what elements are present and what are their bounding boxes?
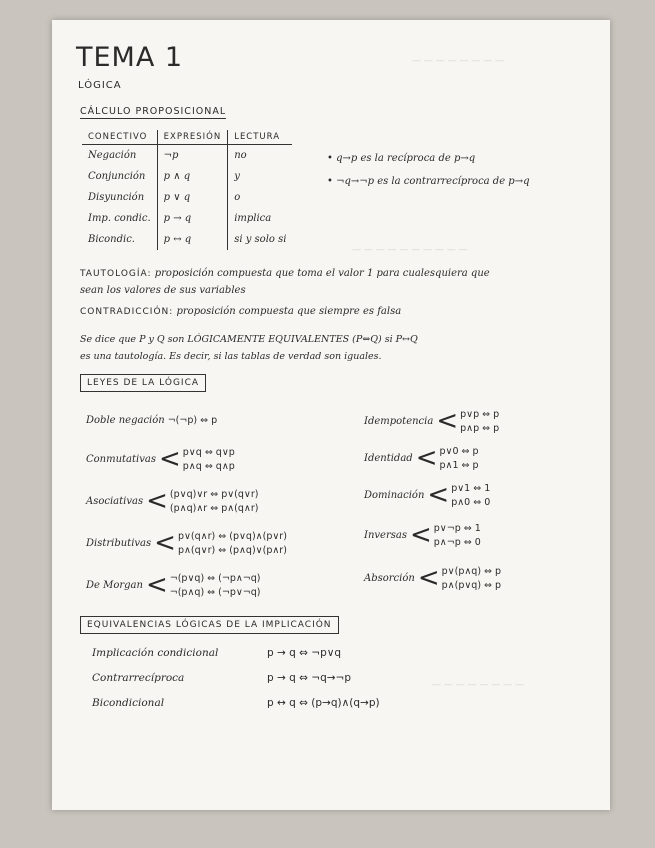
connective-cell: Imp. condic. <box>88 213 151 224</box>
law-name: Asociativas <box>86 495 144 507</box>
reading-cell: implica <box>228 208 293 229</box>
implicacion-row <box>92 647 572 663</box>
connective-cell: Bicondic. <box>88 234 135 245</box>
law-name: Idempotencia <box>364 415 434 427</box>
law-name: Doble negación <box>86 415 165 426</box>
implicacion-expression: p → q ⇔ ¬q→¬p <box>267 672 351 684</box>
expression-cell: p ∧ q <box>157 166 228 187</box>
expression-cell: p ↔ q <box>157 229 228 250</box>
table-header-row <box>82 130 292 145</box>
law-name: De Morgan <box>86 579 143 591</box>
expression-cell: p → q <box>157 208 228 229</box>
brace-glyph: < <box>427 480 450 510</box>
law-line: p∧p ⇔ p <box>460 422 500 434</box>
tautologia-text-continued: sean los valores de sus variables <box>80 285 246 296</box>
law-line: (p∨q)∨r ⇔ p∨(q∨r) <box>169 488 259 500</box>
bleed-through-text: — — — — — — — — — — <box>352 245 468 255</box>
brace-glyph: < <box>436 406 459 436</box>
brace-glyph: < <box>409 520 432 550</box>
law-lines <box>442 566 501 591</box>
implicacion-row <box>92 697 572 713</box>
law-de-morgan <box>86 572 261 598</box>
law-asociativas <box>86 488 258 514</box>
table-row <box>82 145 292 167</box>
law-line: p∨¬p ⇔ 1 <box>433 522 481 534</box>
calculo-heading: CÁLCULO PROPOSICIONAL <box>80 106 227 117</box>
law-line: ¬(¬p) ⇔ p <box>167 415 218 426</box>
law-line: (p∧q)∧r ⇔ p∧(q∧r) <box>169 502 259 514</box>
law-line: p∧¬p ⇔ 0 <box>433 536 481 548</box>
brace-glyph: < <box>415 443 438 473</box>
table-row <box>82 229 292 250</box>
connectives-table <box>82 130 292 250</box>
contradiccion-label: CONTRADICCIÓN: <box>80 307 174 317</box>
equivalencia-definition: Se dice que P y Q son LÓGICAMENTE EQUIVALENTES (P⇔Q) si P↔Q <box>80 334 418 345</box>
law-line: p∨(p∧q) ⇔ p <box>441 565 502 577</box>
implicacion-heading: EQUIVALENCIAS LÓGICAS DE LA IMPLICACIÓN <box>80 616 339 634</box>
law-distributivas <box>86 530 287 556</box>
law-lines <box>460 409 499 434</box>
law-line: p∨q ⇔ q∨p <box>182 446 235 458</box>
reading-cell: no <box>228 145 293 167</box>
law-lines <box>178 531 287 556</box>
law-identidad <box>364 445 479 471</box>
reading-cell: si y solo si <box>228 229 293 250</box>
page-subtitle: LÓGICA <box>78 80 122 91</box>
tautologia-definition <box>80 268 490 279</box>
bleed-through-text: — — — — — — — — <box>412 56 505 66</box>
leyes-heading: LEYES DE LA LÓGICA <box>80 374 206 392</box>
connective-cell: Disyunción <box>88 192 145 203</box>
law-name: Dominación <box>364 489 425 501</box>
law-line: p∧0 ⇔ 0 <box>451 496 491 508</box>
notebook-page <box>52 20 610 810</box>
implicacion-name: Bicondicional <box>92 697 165 709</box>
law-lines <box>434 523 481 548</box>
law-line: p∧(q∨r) ⇔ (p∧q)∨(p∧r) <box>177 544 287 556</box>
table-row <box>82 166 292 187</box>
law-lines <box>168 415 217 426</box>
column-header: CONECTIVO <box>82 130 157 145</box>
expression-cell: ¬p <box>157 145 228 167</box>
column-header: EXPRESIÓN <box>157 130 228 145</box>
brace-glyph: < <box>154 528 176 558</box>
law-line: ¬(p∧q) ⇔ (¬p∨¬q) <box>169 586 261 598</box>
law-line: p∧(p∨q) ⇔ p <box>441 579 502 591</box>
page-title: TEMA 1 <box>76 42 184 73</box>
law-dominacion <box>364 482 490 508</box>
reading-cell: o <box>228 187 293 208</box>
law-name: Identidad <box>364 452 413 464</box>
contradiccion-text: proposición compuesta que siempre es falsa <box>176 306 402 317</box>
implicacion-name: Contrarrecíproca <box>92 672 185 684</box>
expression-cell: p ∨ q <box>157 187 228 208</box>
contradiccion-definition <box>80 306 401 317</box>
law-doble-negacion <box>86 415 217 426</box>
law-name: Absorción <box>364 572 415 584</box>
brace-glyph: < <box>417 563 440 593</box>
equivalencia-definition-continued: es una tautología. Es decir, si las tablas de verdad son iguales. <box>80 351 382 362</box>
tautologia-label: TAUTOLOGÍA: <box>80 269 152 279</box>
implicacion-expression: p → q ⇔ ¬p∨q <box>267 647 342 659</box>
tautologia-text: proposición compuesta que toma el valor 1 para cualesquiera que <box>154 268 490 279</box>
connective-cell: Negación <box>88 150 137 161</box>
connective-cell: Conjunción <box>88 171 146 182</box>
brace-glyph: < <box>158 444 181 474</box>
note-reciproca: • q→p es la recíproca de p→q <box>327 153 476 164</box>
law-name: Conmutativas <box>86 453 156 465</box>
law-line: p∨(q∧r) ⇔ (p∨q)∧(p∨r) <box>177 530 287 542</box>
law-name: Inversas <box>364 529 407 541</box>
law-lines <box>440 446 479 471</box>
law-line: p∨0 ⇔ p <box>439 445 479 457</box>
column-header: LECTURA <box>228 130 293 145</box>
law-line: ¬(p∨q) ⇔ (¬p∧¬q) <box>169 572 261 584</box>
brace-glyph: < <box>145 570 168 600</box>
law-idempotencia <box>364 408 499 434</box>
note-contrarreciproca: • ¬q→¬p es la contrarrecíproca de p→q <box>327 176 530 187</box>
law-lines <box>183 447 235 472</box>
law-line: p∨p ⇔ p <box>460 408 500 420</box>
law-line: p∨1 ⇔ 1 <box>451 482 491 494</box>
implicacion-name: Implicación condicional <box>92 647 219 659</box>
law-name: Distributivas <box>86 537 152 549</box>
law-inversas <box>364 522 481 548</box>
law-line: p∧1 ⇔ p <box>439 459 479 471</box>
law-lines <box>451 483 490 508</box>
law-line: p∧q ⇔ q∧p <box>182 460 235 472</box>
reading-cell: y <box>228 166 293 187</box>
law-lines <box>170 489 259 514</box>
implicacion-expression: p ↔ q ⇔ (p→q)∧(q→p) <box>267 697 380 709</box>
law-lines <box>170 573 261 598</box>
bleed-through-text: — — — — — — — — <box>432 680 525 690</box>
table-row <box>82 187 292 208</box>
table-row <box>82 208 292 229</box>
law-absorcion <box>364 565 501 591</box>
brace-glyph: < <box>146 486 168 516</box>
law-conmutativas <box>86 446 235 472</box>
implicacion-row <box>92 672 572 688</box>
